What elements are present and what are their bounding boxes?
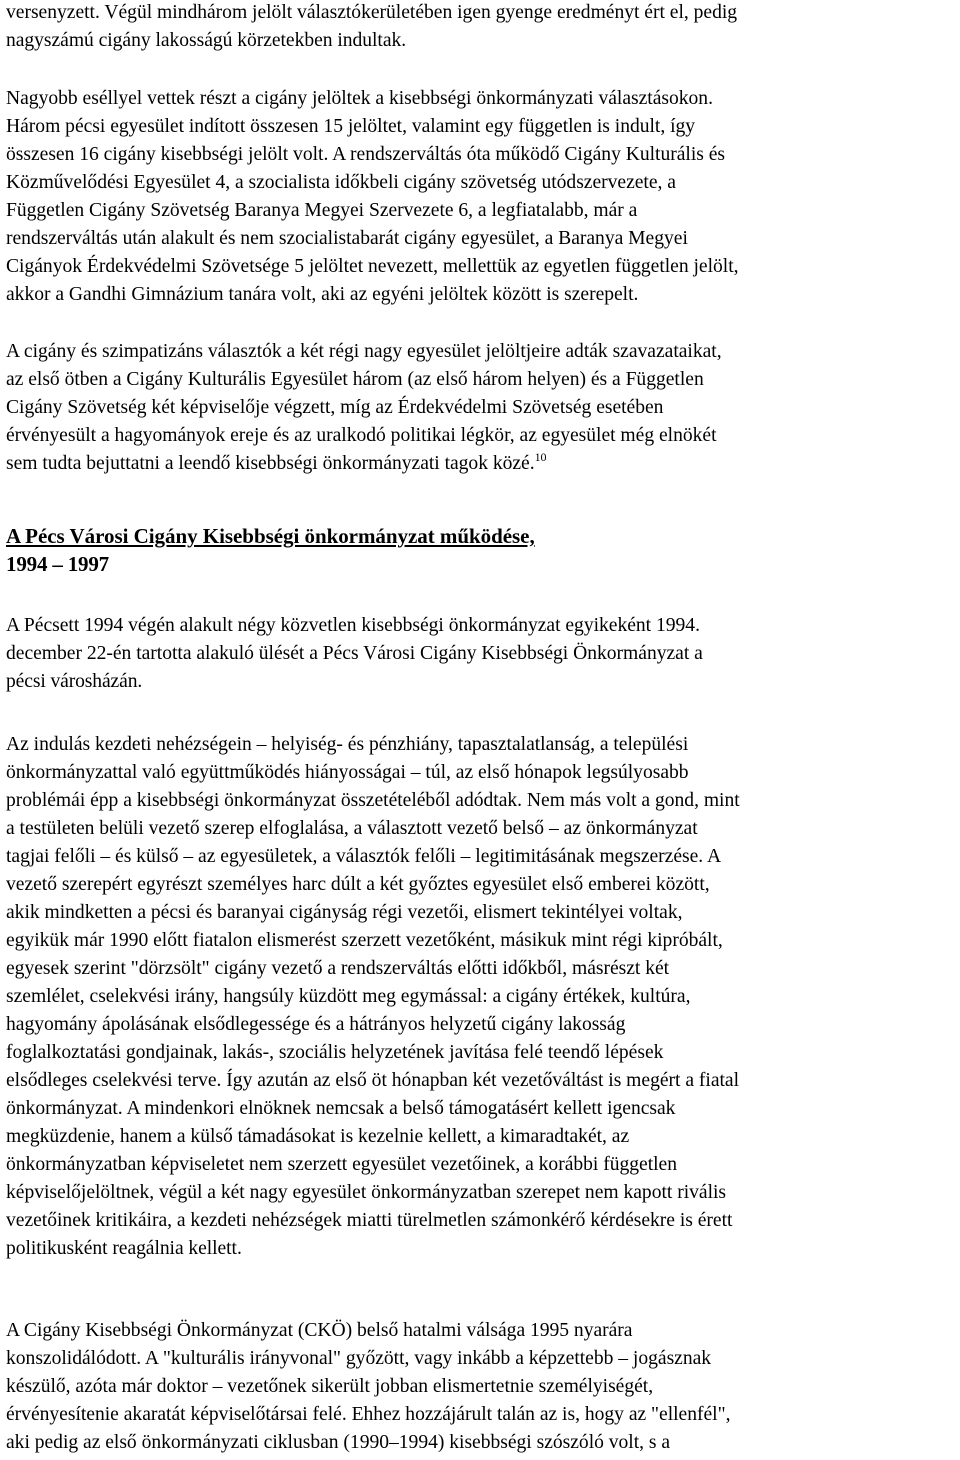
text-line: A Cigány Kisebbségi Önkormányzat (CKÖ) belső hatalmi válsága 1995 nyarára <box>6 1320 633 1341</box>
text-line: december 22-én tartotta alakuló ülését a Pécs Városi Cigány Kisebbségi Önkormányzat a <box>6 643 703 664</box>
text-line: érvényesült a hagyományok ereje és az uralkodó politikai légkör, az egyesület még elnökét <box>6 425 717 446</box>
text-line: képviselőjelöltnek, végül a két nagy egyesület önkormányzatban szerepet nem kapott rivális <box>6 1182 727 1203</box>
text-line: pécsi városházán. <box>6 671 143 692</box>
text-line: elsődleges cselekvési terve. Így azután az első öt hónapban két vezetőváltást is megért a fiatal <box>6 1070 740 1091</box>
text-line: politikusként reagálnia kellett. <box>6 1238 242 1259</box>
text-line: hagyomány ápolásának elsődlegessége és a hátrányos helyzetű cigány lakosság <box>6 1014 626 1035</box>
text-line: aki pedig az első önkormányzati ciklusban (1990–1994) kisebbségi szószóló volt, s a <box>6 1432 671 1453</box>
text-line: akik mindketten a pécsi és baranyai cigányság régi vezetői, elismert tekintélyei voltak, <box>6 902 683 923</box>
text-line: Közművelődési Egyesület 4, a szocialista időkbeli cigány szövetség utódszervezete, a <box>6 172 676 193</box>
text-line: A Pécsett 1994 végén alakult négy közvetlen kisebbségi önkormányzat egyikeként 1994. <box>6 615 700 636</box>
text-line: egyesek szerint "dörzsölt" cigány vezető a rendszerváltás előtti időkből, másrészt két <box>6 958 670 979</box>
text-line: a testületen belüli vezető szerep elfoglalása, a választott vezető belső – az önkormányzat <box>6 818 698 839</box>
text-line: Cigányok Érdekvédelmi Szövetsége 5 jelöltet nevezett, mellettük az egyetlen független jelölt, <box>6 256 739 277</box>
text-line: önkormányzat. A mindenkori elnöknek nemcsak a belső támogatásért kellett igencsak <box>6 1098 676 1119</box>
text-line: foglalkoztatási gondjainak, lakás-, szociális helyzetének javítása felé teendő lépések <box>6 1042 664 1063</box>
text-line: Cigány Szövetség két képviselője végzett, míg az Érdekvédelmi Szövetség esetében <box>6 397 664 418</box>
text-line: megküzdenie, hanem a külső támadásokat is kezelnie kellett, a kimaradtakét, az <box>6 1126 630 1147</box>
text-line: összesen 16 cigány kisebbségi jelölt volt. A rendszerváltás óta működő Cigány Kulturális és <box>6 144 726 165</box>
text-line: Nagyobb eséllyel vettek részt a cigány jelöltek a kisebbségi önkormányzati választásokon. <box>6 88 713 109</box>
text-line: szemlélet, cselekvési irány, hangsúly küzdött meg egymással: a cigány értékek, kultúra, <box>6 986 691 1007</box>
text-line: Három pécsi egyesület indított összesen 15 jelöltet, valamint egy független is indult, így <box>6 116 696 137</box>
text-line: konszolidálódott. A "kulturális irányvonal" győzött, vagy inkább a képzettebb – jogásznak <box>6 1348 712 1369</box>
text-line: akkor a Gandhi Gimnázium tanára volt, aki az egyéni jelöltek között is szerepelt. <box>6 284 639 305</box>
text-line <box>6 450 958 478</box>
text-line: vezető szerepért egyrészt személyes harc dúlt a két győztes egyesület első emberei között, <box>6 874 710 895</box>
text-line: Független Cigány Szövetség Baranya Megyei Szervezete 6, a legfiatalabb, már a <box>6 200 638 221</box>
text-line: érvényesítenie akaratát képviselőtársai felé. Ehhez hozzájárult talán az is, hogy az "ellenfél", <box>6 1404 731 1425</box>
paragraph-voters <box>6 338 958 478</box>
text-line: készülő, azóta már doktor – vezetőnek sikerült jobban elismertetnie személyiségét, <box>6 1376 654 1397</box>
paragraph-crisis <box>6 1317 958 1457</box>
paragraph-difficulties <box>6 731 958 1263</box>
text-line: problémái épp a kisebbségi önkormányzat összetételéből adódtak. Nem más volt a gond, mint <box>6 790 740 811</box>
paragraph-candidates <box>6 85 958 309</box>
text-line: önkormányzattal való együttműködés hiányosságai – túl, az első hónapok legsúlyosabb <box>6 762 689 783</box>
section-heading <box>6 522 958 578</box>
text-line: az első ötben a Cigány Kulturális Egyesület három (az első három helyen) és a Független <box>6 369 704 390</box>
paragraph-founding <box>6 612 958 696</box>
text-line: versenyzett. Végül mindhárom jelölt választókerületében igen gyenge eredményt ért el, pedig <box>6 2 738 23</box>
text-line: rendszerváltás után alakult és nem szocialistabarát cigány egyesület, a Baranya Megyei <box>6 228 688 249</box>
text-line: A cigány és szimpatizáns választók a két régi nagy egyesület jelöltjeire adták szavazataikat, <box>6 341 722 362</box>
text-line: önkormányzatban képviseletet nem szerzett egyesület vezetőinek, a korábbi független <box>6 1154 677 1175</box>
section-heading-line2: 1994 – 1997 <box>6 552 110 576</box>
paragraph-continuation <box>6 0 958 55</box>
footnote-marker[interactable]: 10 <box>534 450 547 464</box>
text-line: nagyszámú cigány lakosságú körzetekben indultak. <box>6 30 407 51</box>
text-line: vezetőinek kritikáira, a kezdeti nehézségek miatti türelmetlen számonkérő kérdésekre is érett <box>6 1210 733 1231</box>
text-line: egyikük már 1990 előtt fiatalon elismerést szerzett vezetőként, másikuk mint régi kipróbált, <box>6 930 723 951</box>
text-line: Az indulás kezdeti nehézségein – helyiség- és pénzhiány, tapasztalatlanság, a települési <box>6 734 689 755</box>
text-line: tagjai felőli – és külső – az egyesületek, a választók felőli – legitimitásának megszerzése. A <box>6 846 722 867</box>
section-heading-line1: A Pécs Városi Cigány Kisebbségi önkormányzat működése, <box>6 524 535 548</box>
text-line-content: sem tudta bejuttatni a leendő kisebbségi önkormányzati tagok közé. <box>6 453 535 474</box>
